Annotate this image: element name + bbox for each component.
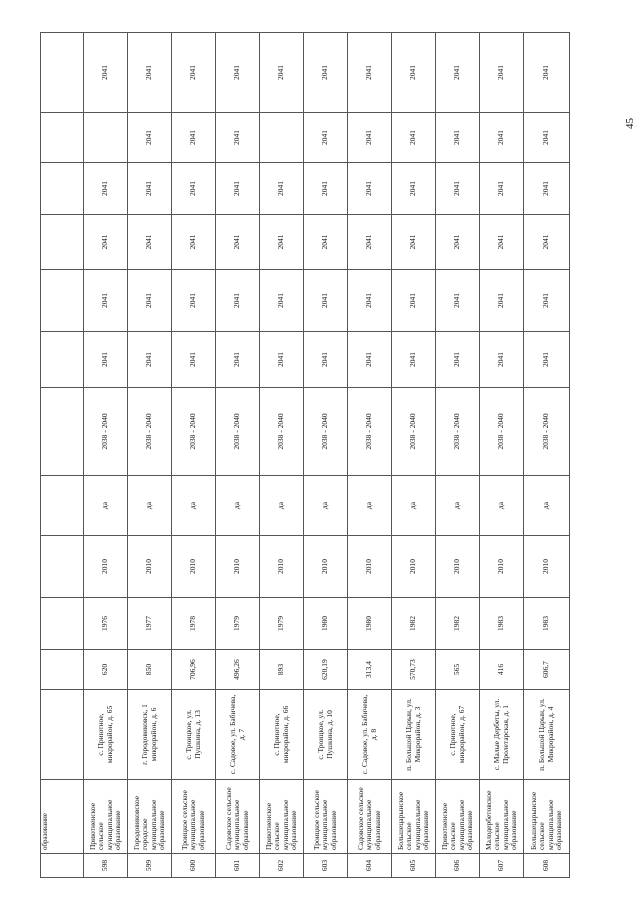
cell-c5: 2041 (436, 113, 480, 163)
cell-c5 (84, 113, 128, 163)
cell-period: 2038 - 2040 (304, 388, 348, 476)
page-number: 45 (624, 118, 636, 129)
cell-c2: 2041 (260, 270, 304, 332)
cell-c5: 2041 (524, 113, 570, 163)
cell-c4: 2041 (436, 163, 480, 215)
cell-c1: 2041 (128, 332, 172, 388)
cell-c4: 2041 (480, 163, 524, 215)
table-row (480, 33, 524, 878)
cell-c1: 2041 (172, 332, 216, 388)
cell-year-built: 1979 (216, 598, 260, 650)
cell-municipality: Садовское сельское муниципальное образование (216, 780, 260, 854)
cell-c3: 2041 (260, 215, 304, 270)
cell-n: 600 (172, 854, 216, 878)
cell-c1: 2041 (260, 332, 304, 388)
cell-period: 2038 - 2040 (392, 388, 436, 476)
cell-municipality: Городовиковское городское муниципальное образование (128, 780, 172, 854)
cell-c6: 2041 (172, 33, 216, 113)
cell-c4: 2041 (524, 163, 570, 215)
table-row (128, 33, 172, 878)
cell-year-built: 1980 (304, 598, 348, 650)
cell-c3: 2041 (524, 215, 570, 270)
cell-year-b: 2010 (348, 536, 392, 598)
cell-year-b: 2010 (128, 536, 172, 598)
cell-municipality: Садовское сельское муниципальное образование (348, 780, 392, 854)
cell-period: 2038 - 2040 (348, 388, 392, 476)
cell-year-built: 1982 (392, 598, 436, 650)
cell-n: 602 (260, 854, 304, 878)
cell-c5 (260, 113, 304, 163)
cell-address: с. Приютное, микрорайон, д. 67 (436, 690, 480, 780)
cell-year-b: 2010 (304, 536, 348, 598)
cell-flag: да (128, 476, 172, 536)
cell-year-b: 2010 (172, 536, 216, 598)
cell-year-built: 1982 (436, 598, 480, 650)
cell-c1: 2041 (480, 332, 524, 388)
cell-year-built: 1978 (172, 598, 216, 650)
cell-period: 2038 - 2040 (216, 388, 260, 476)
cell-area: 570,73 (392, 650, 436, 690)
cell-c5: 2041 (216, 113, 260, 163)
cell-c2: 2041 (392, 270, 436, 332)
cell-c5: 2041 (304, 113, 348, 163)
cell-address: с. Приютное, микрорайон, д. 65 (84, 690, 128, 780)
cell-n: 599 (128, 854, 172, 878)
cell-c3: 2041 (304, 215, 348, 270)
cell-municipality: Приютненское сельское муниципальное образование (84, 780, 128, 854)
cell-municipality: Большецарынское сельское муниципальное образование (524, 780, 570, 854)
cell-c6: 2041 (524, 33, 570, 113)
cell-c2: 2041 (480, 270, 524, 332)
cell-c6: 2041 (84, 33, 128, 113)
cell-c5: 2041 (172, 113, 216, 163)
cell-c1: 2041 (392, 332, 436, 388)
cell-year-b: 2010 (84, 536, 128, 598)
cell-c3: 2041 (348, 215, 392, 270)
cell-c2: 2041 (348, 270, 392, 332)
cell-c6: 2041 (348, 33, 392, 113)
cell-flag: да (172, 476, 216, 536)
cell-address: п. Большой Царын, ул. Микрорайон, д. 4 (524, 690, 570, 780)
cell-c6: 2041 (304, 33, 348, 113)
cell-c5: 2041 (348, 113, 392, 163)
cell-area: 706,96 (172, 650, 216, 690)
cell-municipality: Троицкое сельское муниципальное образование (304, 780, 348, 854)
cell-address: г. Городовиковск, 1 микрорайон, д. 6 (128, 690, 172, 780)
cell-address: с. Садовое, ул. Бабичева, д. 8 (348, 690, 392, 780)
cell-c2: 2041 (524, 270, 570, 332)
cell-address: п. Большой Царын, ул. Микрорайон, д. 3 (392, 690, 436, 780)
cell-address: с. Троицкое, ул. Пушкина, д. 13 (172, 690, 216, 780)
cell-c4: 2041 (348, 163, 392, 215)
cell-flag: да (216, 476, 260, 536)
cell-flag: да (436, 476, 480, 536)
cell-c2: 2041 (304, 270, 348, 332)
cell-year-b: 2010 (524, 536, 570, 598)
cell-c2: 2041 (216, 270, 260, 332)
cell-year-built: 1976 (84, 598, 128, 650)
cell-c3: 2041 (436, 215, 480, 270)
cell-c5: 2041 (480, 113, 524, 163)
cell-n: 603 (304, 854, 348, 878)
cell-year-b: 2010 (260, 536, 304, 598)
cell-municipality: Малодербетовское сельское муниципальное образование (480, 780, 524, 854)
cell-c3: 2041 (172, 215, 216, 270)
table-row (348, 33, 392, 878)
cell-c3: 2041 (216, 215, 260, 270)
cell-area: 850 (128, 650, 172, 690)
table-row (392, 33, 436, 878)
cell-n: 598 (84, 854, 128, 878)
cell-n: 608 (524, 854, 570, 878)
cell-flag: да (524, 476, 570, 536)
cell-c3: 2041 (392, 215, 436, 270)
cell-flag: да (348, 476, 392, 536)
cell-period: 2038 - 2040 (524, 388, 570, 476)
table-row (436, 33, 480, 878)
cell-c1: 2041 (304, 332, 348, 388)
cell-address: с. Садовое, ул. Бабичева, д. 7 (216, 690, 260, 780)
cell-area: 620,19 (304, 650, 348, 690)
cell-area: 620 (84, 650, 128, 690)
cell-flag: да (304, 476, 348, 536)
cell-c6: 2041 (480, 33, 524, 113)
table-fragment-row (41, 33, 84, 878)
table-row (172, 33, 216, 878)
cell-c5: 2041 (392, 113, 436, 163)
cell-year-b: 2010 (436, 536, 480, 598)
cell-area: 606,7 (524, 650, 570, 690)
cell-c1: 2041 (524, 332, 570, 388)
cell-year-built: 1983 (524, 598, 570, 650)
table-row (524, 33, 570, 878)
cell-c4: 2041 (392, 163, 436, 215)
cell-area: 496,26 (216, 650, 260, 690)
cell-c4: 2041 (216, 163, 260, 215)
cell-area: 565 (436, 650, 480, 690)
cell-c4: 2041 (128, 163, 172, 215)
cell-n: 606 (436, 854, 480, 878)
cell-n: 607 (480, 854, 524, 878)
cell-c3: 2041 (128, 215, 172, 270)
cell-n: 604 (348, 854, 392, 878)
cell-address: с. Троицкое, ул. Пушкина, д. 10 (304, 690, 348, 780)
table-row (216, 33, 260, 878)
cell-c1: 2041 (348, 332, 392, 388)
cell-c4: 2041 (84, 163, 128, 215)
cell-area: 416 (480, 650, 524, 690)
cell-year-b: 2010 (480, 536, 524, 598)
cell-area: 893 (260, 650, 304, 690)
cell-municipality: Приютненское сельское муниципальное образование (436, 780, 480, 854)
cell-c4: 2041 (172, 163, 216, 215)
rotated-page (40, 33, 570, 878)
cell-n: 605 (392, 854, 436, 878)
cell-c2: 2041 (436, 270, 480, 332)
cell-year-b: 2010 (216, 536, 260, 598)
cell-year-b: 2010 (392, 536, 436, 598)
cell-year-built: 1980 (348, 598, 392, 650)
cell-municipality: Большецарынское сельское муниципальное образование (392, 780, 436, 854)
cell-c2: 2041 (172, 270, 216, 332)
cell-address: с. Приютное, микрорайон, д. 66 (260, 690, 304, 780)
cell-c3: 2041 (84, 215, 128, 270)
cell-c1: 2041 (216, 332, 260, 388)
cell-period: 2038 - 2040 (480, 388, 524, 476)
cell-c3: 2041 (480, 215, 524, 270)
cell-c6: 2041 (436, 33, 480, 113)
cell-c6: 2041 (216, 33, 260, 113)
cell-year-built: 1977 (128, 598, 172, 650)
cell-municipality: Троицкое сельское муниципальное образование (172, 780, 216, 854)
cell-c5: 2041 (128, 113, 172, 163)
cell-c6: 2041 (260, 33, 304, 113)
cell-c4: 2041 (260, 163, 304, 215)
fragment-cell: образование (41, 780, 84, 854)
cell-period: 2038 - 2040 (260, 388, 304, 476)
table-row (84, 33, 128, 878)
cell-municipality: Приютненское сельское муниципальное образование (260, 780, 304, 854)
cell-c6: 2041 (392, 33, 436, 113)
cell-c6: 2041 (128, 33, 172, 113)
cell-year-built: 1983 (480, 598, 524, 650)
housing-register-table (40, 32, 570, 878)
cell-c1: 2041 (436, 332, 480, 388)
cell-flag: да (84, 476, 128, 536)
cell-period: 2038 - 2040 (128, 388, 172, 476)
cell-n: 601 (216, 854, 260, 878)
cell-period: 2038 - 2040 (436, 388, 480, 476)
table-row (260, 33, 304, 878)
cell-year-built: 1979 (260, 598, 304, 650)
cell-flag: да (260, 476, 304, 536)
cell-area: 313,4 (348, 650, 392, 690)
cell-period: 2038 - 2040 (172, 388, 216, 476)
cell-period: 2038 - 2040 (84, 388, 128, 476)
cell-c1: 2041 (84, 332, 128, 388)
cell-address: с. Малые Дербеты, ул. Пролетарская, д. 1 (480, 690, 524, 780)
cell-flag: да (480, 476, 524, 536)
cell-flag: да (392, 476, 436, 536)
cell-c2: 2041 (84, 270, 128, 332)
cell-c4: 2041 (304, 163, 348, 215)
cell-c2: 2041 (128, 270, 172, 332)
table-row (304, 33, 348, 878)
